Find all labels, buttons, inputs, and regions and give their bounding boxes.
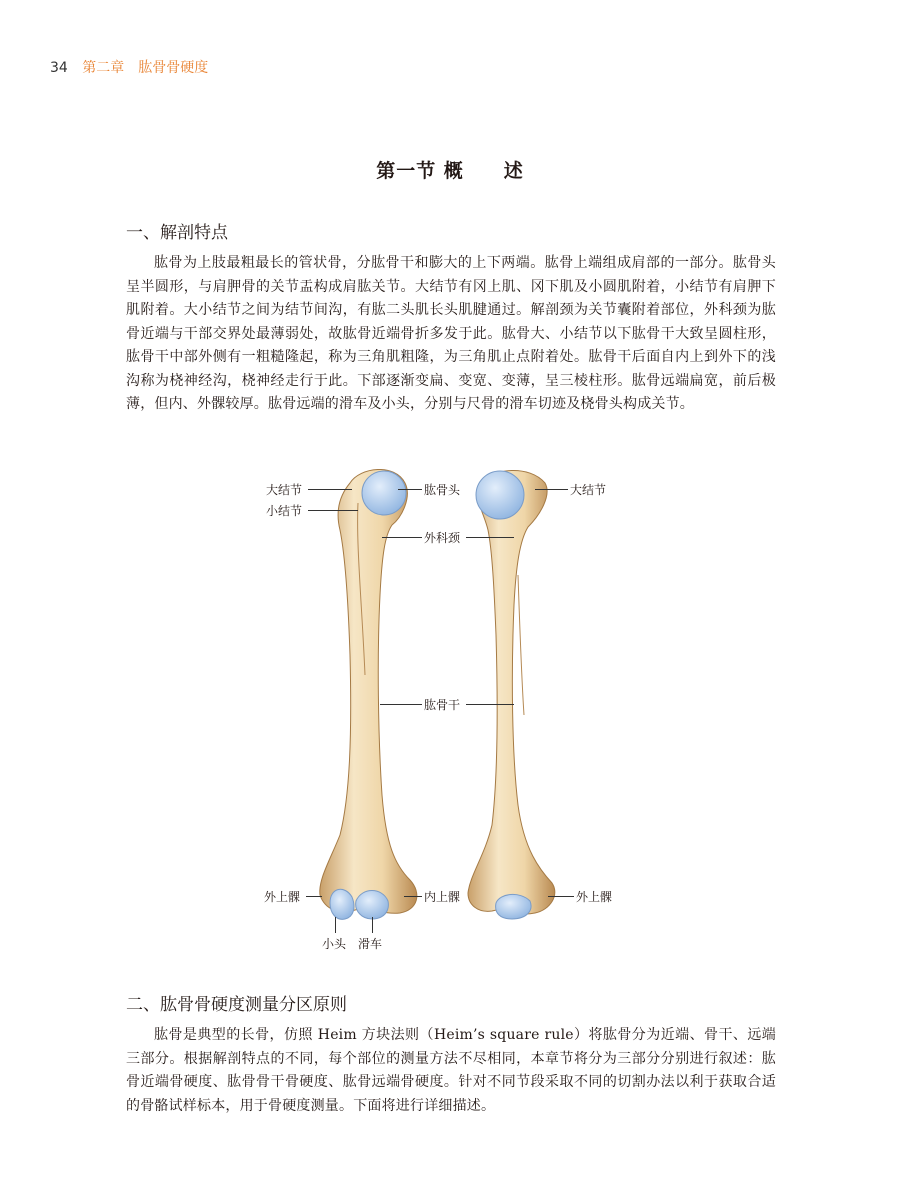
leader-line [308, 489, 352, 490]
chapter-title: 第二章 肱骨骨硬度 [82, 60, 209, 76]
leader-line [398, 489, 422, 490]
paragraph-measurement-zones: 肱骨是典型的长骨，仿照 Heim 方块法则（Heim’s square rule）将肱骨分为近端、骨干、远端三部分。根据解剖特点的不同，每个部位的测量方法不尽相同，本章节将分为三部分分别进行叙述：肱骨近端骨硬度、肱骨骨干骨硬度、肱骨远端骨硬度。针对不同节段采取不同的切割办法以利于获取合适的骨骼试样标本，用于骨硬度测量。下面将进行详细描述。 [126, 1027, 776, 1114]
label-trochlea: 滑车 [358, 937, 383, 951]
heading-anatomy: 一、解剖特点 [126, 223, 228, 243]
leader-line [466, 704, 514, 705]
label-shaft: 肱骨干 [424, 698, 461, 712]
label-capitulum: 小头 [322, 937, 347, 951]
leader-line [308, 510, 358, 511]
paragraph-anatomy: 肱骨为上肢最粗最长的管状骨，分肱骨干和膨大的上下两端。肱骨上端组成肩部的一部分。肱骨头呈半圆形，与肩胛骨的关节盂构成肩肱关节。大结节有冈上肌、冈下肌及小圆肌附着，小结节有肩胛下肌附着。大小结节之间为结节间沟，有肱二头肌长头肌腱通过。解剖颈为关节囊附着部位，外科颈为肱骨近端与干部交界处最薄弱处，故肱骨近端骨折多发于此。肱骨大、小结节以下肱骨干大致呈圆柱形，肱骨干中部外侧有一粗糙隆起，称为三角肌粗隆，为三角肌止点附着处。肱骨干后面自内上到外下的浅沟称为桡神经沟，桡神经走行于此。下部逐渐变扁、变宽、变薄，呈三棱柱形。肱骨远端扁宽，前后极薄，但内、外髁较厚。肱骨远端的滑车及小头，分别与尺骨的滑车切迹及桡骨头构成关节。 [126, 255, 776, 412]
leader-line [382, 537, 422, 538]
heading-measurement-zones: 二、肱骨骨硬度测量分区原则 [126, 995, 347, 1015]
leader-line [535, 489, 568, 490]
label-lateral-epicondyle-left: 外上髁 [264, 890, 301, 904]
leader-line [372, 917, 373, 933]
page-number: 34 [50, 60, 68, 76]
leader-line [335, 917, 336, 933]
leader-line [404, 896, 422, 897]
label-humeral-head: 肱骨头 [424, 483, 461, 497]
leader-line [466, 537, 514, 538]
section-title: 第一节 概 述 [376, 160, 524, 182]
humerus-figure [0, 455, 900, 975]
leader-line [548, 896, 574, 897]
label-lateral-epicondyle-right: 外上髁 [576, 890, 613, 904]
running-header [50, 57, 208, 77]
label-surgical-neck: 外科颈 [424, 531, 461, 545]
leader-line [380, 704, 422, 705]
label-greater-tubercle-right: 大结节 [570, 483, 607, 497]
label-lesser-tubercle: 小结节 [266, 504, 303, 518]
label-medial-epicondyle: 内上髁 [424, 890, 461, 904]
label-greater-tubercle-left: 大结节 [266, 483, 303, 497]
leader-line [306, 896, 322, 897]
